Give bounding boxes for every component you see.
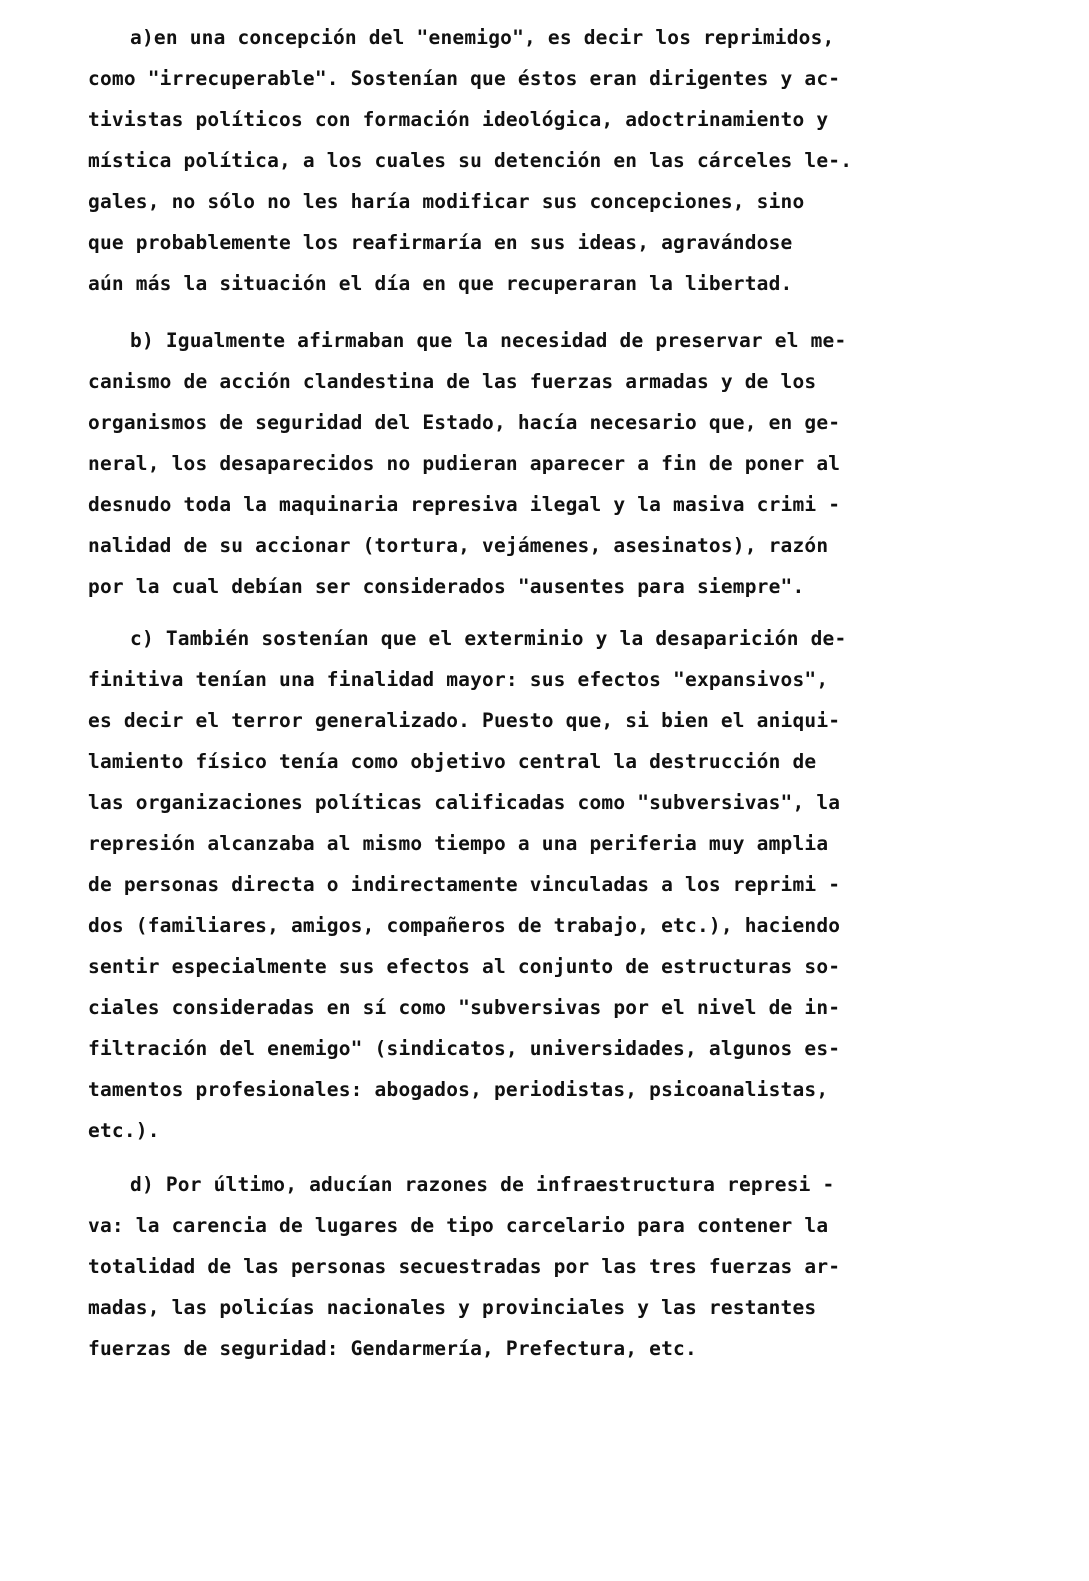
text-line: por la cual debían ser considerados "ausentes para siempre". — [88, 575, 805, 598]
text-line: b) Igualmente afirmaban que la necesidad de preservar el me- — [130, 329, 847, 352]
text-line: es decir el terror generalizado. Puesto que, si bien el aniqui- — [88, 709, 841, 732]
text-line: nalidad de su accionar (tortura, vejámenes, asesinatos), razón — [88, 534, 829, 557]
text-line: canismo de acción clandestina de las fuerzas armadas y de los — [88, 370, 817, 393]
text-line: de personas directa o indirectamente vinculadas a los reprimi - — [88, 873, 841, 896]
text-line: como "irrecuperable". Sostenían que éstos eran dirigentes y ac- — [88, 67, 841, 90]
text-line: mística política, a los cuales su detención en las cárceles le-. — [88, 149, 853, 172]
text-line: represión alcanzaba al mismo tiempo a una periferia muy amplia — [88, 832, 829, 855]
text-line: c) También sostenían que el exterminio y la desaparición de- — [130, 627, 847, 650]
text-line: gales, no sólo no les haría modificar sus concepciones, sino — [88, 190, 805, 213]
text-line: dos (familiares, amigos, compañeros de trabajo, etc.), haciendo — [88, 914, 841, 937]
text-line: d) Por último, aducían razones de infraestructura represi - — [130, 1173, 835, 1196]
text-line: totalidad de las personas secuestradas por las tres fuerzas ar- — [88, 1255, 841, 1278]
text-line: lamiento físico tenía como objetivo central la destrucción de — [88, 750, 817, 773]
text-line: neral, los desaparecidos no pudieran aparecer a fin de poner al — [88, 452, 841, 475]
text-line: filtración del enemigo" (sindicatos, universidades, algunos es- — [88, 1037, 841, 1060]
text-line: va: la carencia de lugares de tipo carcelario para contener la — [88, 1214, 829, 1237]
text-line: tamentos profesionales: abogados, periodistas, psicoanalistas, — [88, 1078, 829, 1101]
text-line: aún más la situación el día en que recuperaran la libertad. — [88, 272, 793, 295]
text-line: ciales consideradas en sí como "subversivas por el nivel de in- — [88, 996, 841, 1019]
text-line: desnudo toda la maquinaria represiva ilegal y la masiva crimi - — [88, 493, 841, 516]
text-line: organismos de seguridad del Estado, hacía necesario que, en ge- — [88, 411, 841, 434]
text-line: finitiva tenían una finalidad mayor: sus efectos "expansivos", — [88, 668, 829, 691]
text-line: etc.). — [88, 1119, 160, 1142]
text-line: las organizaciones políticas calificadas como "subversivas", la — [88, 791, 841, 814]
text-line: tivistas políticos con formación ideológica, adoctrinamiento y — [88, 108, 829, 131]
text-line: sentir especialmente sus efectos al conjunto de estructuras so- — [88, 955, 841, 978]
text-line: que probablemente los reafirmaría en sus ideas, agravándose — [88, 231, 793, 254]
text-line: fuerzas de seguridad: Gendarmería, Prefectura, etc. — [88, 1337, 697, 1360]
text-line: madas, las policías nacionales y provinciales y las restantes — [88, 1296, 817, 1319]
text-line: a)en una concepción del "enemigo", es decir los reprimidos, — [130, 26, 835, 49]
